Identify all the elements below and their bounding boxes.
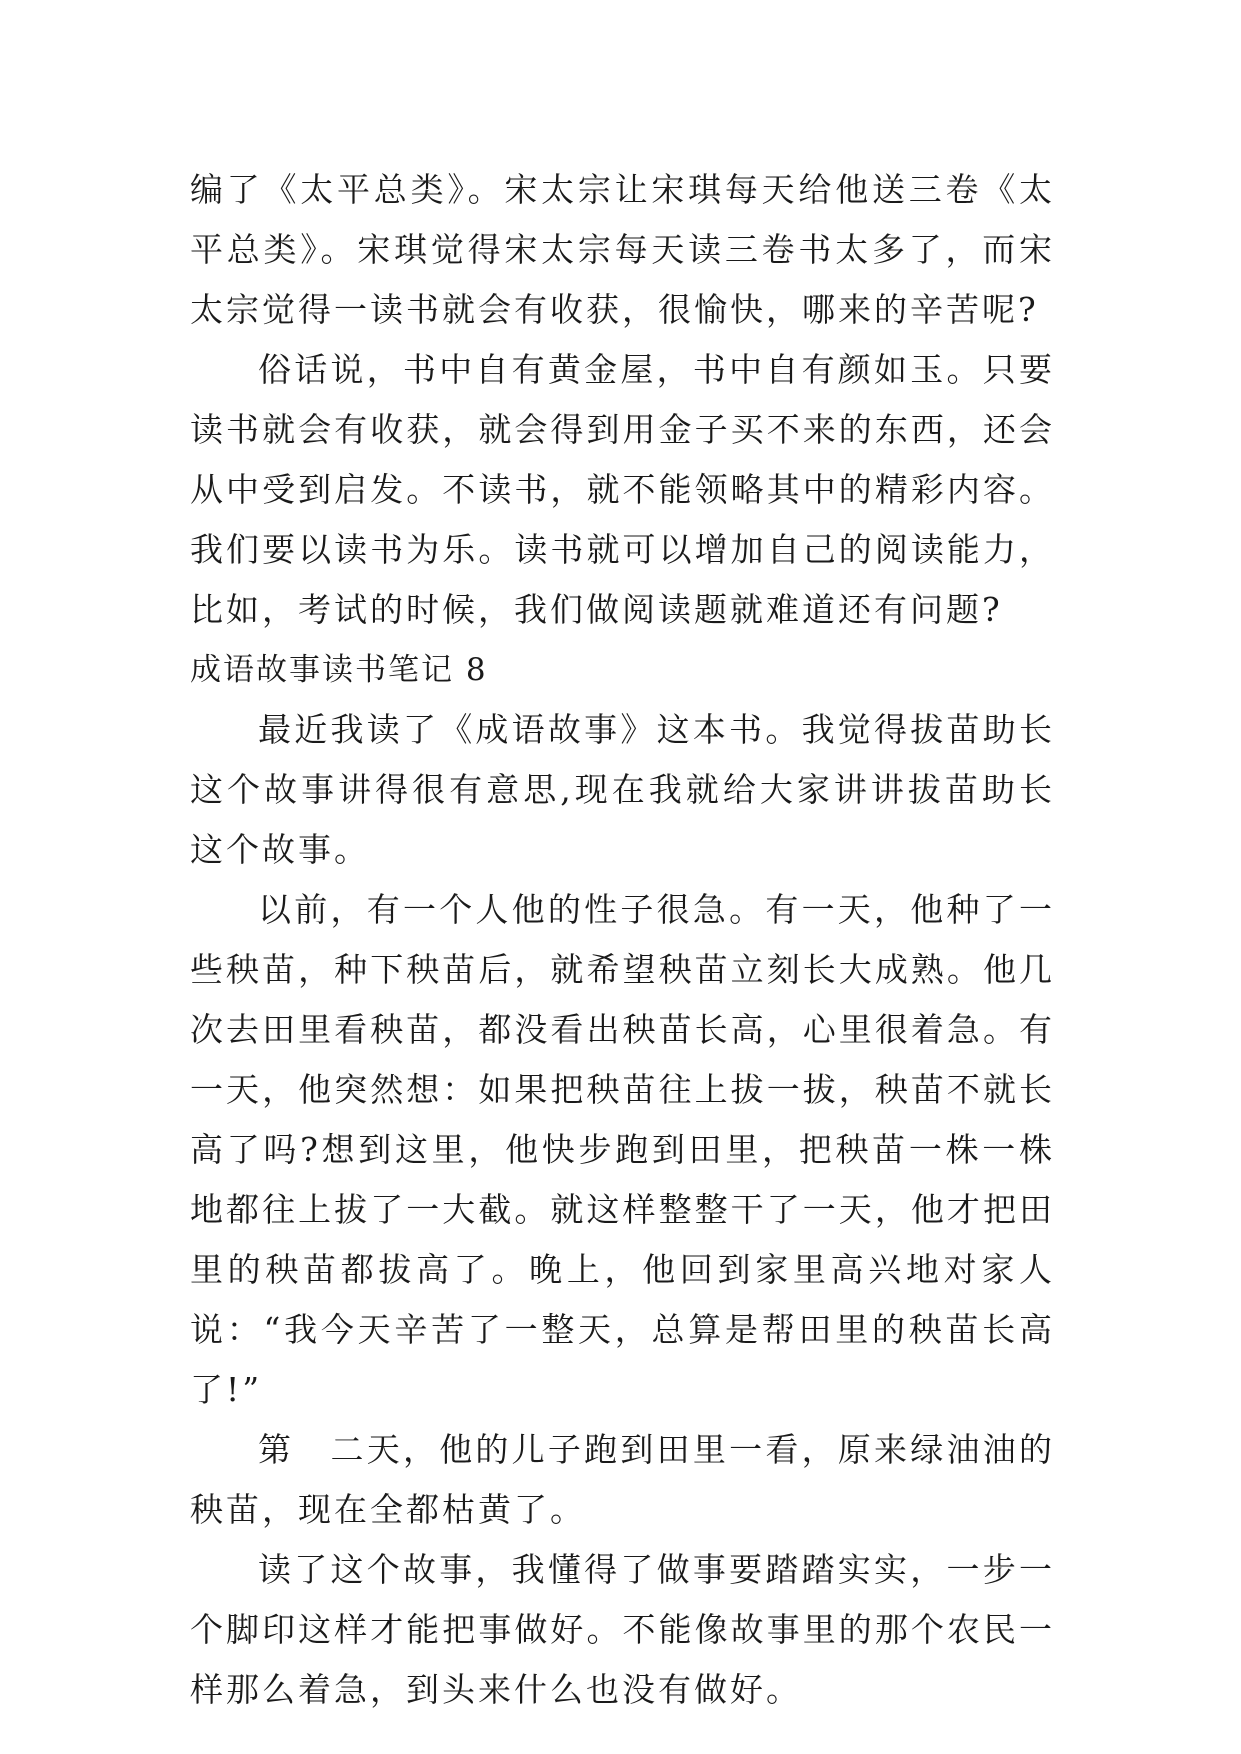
paragraph-book-intro: 最近我读了《成语故事》这本书。我觉得拔苗助长这个故事讲得很有意思,现在我就给大家讲讲拔苗助长这个故事。	[190, 710, 1055, 869]
paragraph-next-day: 第 二天，他的儿子跑到田里一看，原来绿油油的秧苗，现在全都枯黄了。	[190, 1430, 1055, 1529]
section-heading: 成语故事读书笔记 8	[190, 652, 488, 688]
paragraph-lesson: 读了这个故事，我懂得了做事要踏踏实实，一步一个脚印这样才能把事做好。不能像故事里的那个农民一样那么着急，到头来什么也没有做好。	[190, 1550, 1055, 1709]
paragraph-taiping-zonglei: 编了《太平总类》。宋太宗让宋琪每天给他送三卷《太平总类》。宋琪觉得宋太宗每天读三卷书太多了，而宋太宗觉得一读书就会有收获，很愉快，哪来的辛苦呢?	[190, 170, 1055, 329]
paragraph-story-body: 以前，有一个人他的性子很急。有一天，他种了一些秧苗，种下秧苗后，就希望秧苗立刻长大成熟。他几次去田里看秧苗，都没看出秧苗长高，心里很着急。有一天，他突然想：如果把秧苗往上拔一拔，秧苗不就长高了吗?想到这里，他快步跑到田里，把秧苗一株一株地都往上拔了一大截。就这样整整干了一天，他才把田里的秧苗都拔高了。晚上，他回到家里高兴地对家人说：“我今天辛苦了一整天，总算是帮田里的秧苗长高了!”	[190, 890, 1055, 1409]
paragraph-reading-benefits: 俗话说，书中自有黄金屋，书中自有颜如玉。只要读书就会有收获，就会得到用金子买不来的东西，还会从中受到启发。不读书，就不能领略其中的精彩内容。我们要以读书为乐。读书就可以增加自己的阅读能力，比如，考试的时候，我们做阅读题就难道还有问题?	[190, 350, 1055, 629]
document-body	[190, 160, 1055, 1720]
